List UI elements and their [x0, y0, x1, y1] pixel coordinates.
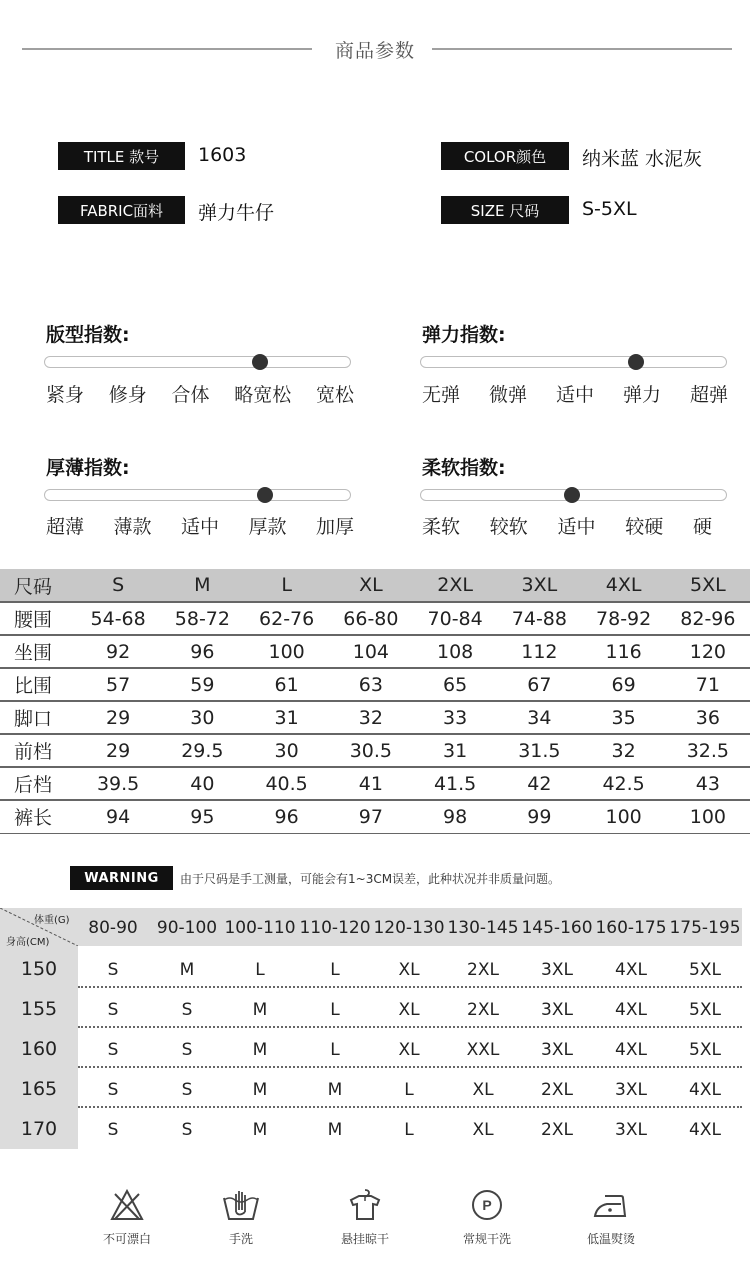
table-cell: 32.5: [666, 734, 750, 767]
size-cell: XL: [472, 1080, 494, 1100]
size-cell: XL: [398, 960, 420, 980]
weight-range: 110-120: [299, 918, 371, 938]
size-cell: 4XL: [689, 1080, 721, 1100]
height-value: 150: [20, 958, 58, 980]
row-divider: [78, 1026, 742, 1028]
table-cell: 98: [413, 800, 497, 833]
title-value: 1603: [198, 144, 247, 166]
softness-index-knob: [564, 487, 580, 503]
no-bleach-icon: [109, 1188, 145, 1222]
thickness-option: 厚款: [248, 516, 287, 538]
thickness-option: 适中: [180, 516, 219, 538]
size-cell: L: [330, 1040, 340, 1060]
size-cell: 3XL: [615, 1120, 647, 1140]
table-cell: 100: [666, 800, 750, 833]
table-cell: 82-96: [666, 602, 750, 635]
size-cell: S: [181, 1040, 193, 1060]
size-cell: S: [181, 1000, 193, 1020]
height-label: 身高(CM): [6, 937, 50, 948]
table-cell: 29: [76, 734, 160, 767]
table-cell: 100: [582, 800, 666, 833]
size-cell: 3XL: [541, 1040, 573, 1060]
row-label: 前档: [0, 734, 76, 767]
fit-option: 修身: [108, 384, 147, 406]
table-cell: 41.5: [413, 767, 497, 800]
table-cell: 66-80: [329, 602, 413, 635]
care-label: 低温熨烫: [586, 1232, 635, 1246]
size-cell: S: [181, 1120, 193, 1140]
title-tag: TITLE 款号: [58, 142, 185, 170]
table-cell: 74-88: [497, 602, 581, 635]
size-cell: XL: [398, 1000, 420, 1020]
row-label: 坐围: [0, 635, 76, 668]
table-cell: 112: [497, 635, 581, 668]
size-table-header: [0, 569, 750, 602]
care-dry-clean: [432, 1188, 542, 1247]
height-value: 160: [20, 1038, 58, 1060]
size-cell: S: [107, 960, 119, 980]
thickness-option: 超薄: [46, 516, 85, 538]
weight-range: 80-90: [88, 918, 138, 938]
table-cell: 96: [160, 635, 244, 668]
table-cell: 59: [160, 668, 244, 701]
table-cell: 30.5: [329, 734, 413, 767]
table-cell: 97: [329, 800, 413, 833]
header-cell: 4XL: [582, 569, 666, 602]
table-cell: 31: [413, 734, 497, 767]
care-hang-dry: [310, 1188, 420, 1247]
table-cell: 42.5: [582, 767, 666, 800]
header-line-right: [432, 48, 732, 50]
section-title: 商品参数: [334, 40, 415, 62]
size-cell: 3XL: [615, 1080, 647, 1100]
table-cell: 29: [76, 701, 160, 734]
elasticity-index-options: [422, 380, 728, 407]
softness-option: 较硬: [625, 516, 664, 538]
size-cell: 2XL: [541, 1080, 573, 1100]
table-row: [0, 767, 750, 800]
diagonal-header-cell: [0, 908, 78, 946]
header-cell: 3XL: [497, 569, 581, 602]
weight-range: 100-110: [224, 918, 296, 938]
header-cell: XL: [329, 569, 413, 602]
elasticity-option: 弹力: [622, 384, 661, 406]
weight-range: 130-145: [447, 918, 519, 938]
size-cell: L: [330, 960, 340, 980]
table-cell: 96: [245, 800, 329, 833]
size-cell: 4XL: [615, 960, 647, 980]
fit-index-options: [46, 380, 354, 407]
weight-range: 145-160: [521, 918, 593, 938]
table-cell: 104: [329, 635, 413, 668]
care-label: 手洗: [228, 1232, 253, 1246]
table-cell: 67: [497, 668, 581, 701]
table-cell: 100: [245, 635, 329, 668]
elasticity-index-track: [420, 356, 727, 368]
header-cell: M: [160, 569, 244, 602]
size-cell: S: [107, 1120, 119, 1140]
softness-index-track: [420, 489, 727, 501]
fit-option: 略宽松: [234, 384, 292, 406]
color-value: 纳米蓝 水泥灰: [582, 148, 703, 170]
table-cell: 116: [582, 635, 666, 668]
size-cell: 5XL: [689, 1000, 721, 1020]
table-cell: 31: [245, 701, 329, 734]
size-table: [0, 569, 750, 834]
weight-range: 175-195: [669, 918, 741, 938]
table-cell: 65: [413, 668, 497, 701]
row-divider: [78, 1066, 742, 1068]
size-cell: L: [404, 1120, 414, 1140]
table-cell: 30: [160, 701, 244, 734]
table-cell: 57: [76, 668, 160, 701]
thickness-index-title: 厚薄指数:: [46, 457, 130, 479]
table-cell: 32: [582, 734, 666, 767]
table-cell: 31.5: [497, 734, 581, 767]
row-label: 裤长: [0, 800, 76, 833]
height-value: 155: [20, 998, 58, 1020]
table-cell: 39.5: [76, 767, 160, 800]
size-cell: 5XL: [689, 1040, 721, 1060]
table-cell: 92: [76, 635, 160, 668]
size-cell: S: [107, 1000, 119, 1020]
size-cell: L: [255, 960, 265, 980]
warning-text: 由于尺码是手工测量，可能会有1~3CM误差，此种状况并非质量问题。: [180, 872, 561, 886]
hang-dry-icon: [347, 1188, 383, 1222]
table-cell: 78-92: [582, 602, 666, 635]
softness-index-title: 柔软指数:: [422, 457, 506, 479]
size-cell: M: [179, 960, 195, 980]
table-cell: 54-68: [76, 602, 160, 635]
table-cell: 32: [329, 701, 413, 734]
elasticity-option: 微弹: [488, 384, 527, 406]
table-cell: 63: [329, 668, 413, 701]
thickness-index-options: [46, 512, 354, 539]
row-label: 脚口: [0, 701, 76, 734]
care-label: 悬挂晾干: [340, 1232, 389, 1246]
table-cell: 40.5: [245, 767, 329, 800]
weight-range: 90-100: [156, 918, 218, 938]
elasticity-option: 超弹: [689, 384, 728, 406]
softness-option: 较软: [489, 516, 528, 538]
size-cell: L: [330, 1000, 340, 1020]
size-tag: SIZE 尺码: [441, 196, 569, 224]
header-cell: 5XL: [666, 569, 750, 602]
thickness-option: 薄款: [113, 516, 152, 538]
size-cell: M: [327, 1080, 343, 1100]
table-cell: 42: [497, 767, 581, 800]
elasticity-index-title: 弹力指数:: [422, 324, 506, 346]
warning-badge: WARNING: [70, 866, 173, 890]
table-row: [0, 668, 750, 701]
table-row: [0, 701, 750, 734]
size-cell: M: [252, 1000, 268, 1020]
table-cell: 71: [666, 668, 750, 701]
table-cell: 43: [666, 767, 750, 800]
table-row: [0, 734, 750, 767]
softness-index-options: [422, 512, 712, 539]
hand-wash-icon: [221, 1188, 261, 1222]
fabric-tag: FABRIC面料: [58, 196, 185, 224]
fit-index-title: 版型指数:: [46, 324, 130, 346]
table-cell: 33: [413, 701, 497, 734]
table-cell: 40: [160, 767, 244, 800]
header-cell: S: [76, 569, 160, 602]
table-cell: 108: [413, 635, 497, 668]
care-label: 常规干洗: [462, 1232, 511, 1246]
size-cell: S: [181, 1080, 193, 1100]
size-cell: M: [252, 1120, 268, 1140]
size-cell: M: [252, 1080, 268, 1100]
fit-option: 合体: [171, 384, 210, 406]
height-value: 165: [20, 1078, 58, 1100]
fit-index-knob: [252, 354, 268, 370]
table-cell: 30: [245, 734, 329, 767]
row-divider: [78, 986, 742, 988]
table-cell: 99: [497, 800, 581, 833]
thickness-index-knob: [257, 487, 273, 503]
table-cell: 41: [329, 767, 413, 800]
table-cell: 69: [582, 668, 666, 701]
size-cell: 2XL: [541, 1120, 573, 1140]
thickness-index-track: [44, 489, 351, 501]
size-cell: XL: [398, 1040, 420, 1060]
table-cell: 120: [666, 635, 750, 668]
size-cell: M: [327, 1120, 343, 1140]
dry-clean-icon: [470, 1188, 504, 1222]
size-recommend-table: [0, 908, 742, 1149]
size-cell: 4XL: [689, 1120, 721, 1140]
table-cell: 58-72: [160, 602, 244, 635]
elasticity-index-knob: [628, 354, 644, 370]
weight-range: 160-175: [595, 918, 667, 938]
care-hand-wash: [186, 1188, 296, 1247]
size-cell: 2XL: [467, 960, 499, 980]
table-row: [0, 800, 750, 833]
row-divider: [78, 1106, 742, 1108]
table-cell: 70-84: [413, 602, 497, 635]
softness-option: 硬: [692, 516, 712, 538]
size-value: S-5XL: [582, 198, 637, 220]
low-iron-icon: [591, 1188, 631, 1222]
size-cell: 3XL: [541, 960, 573, 980]
table-row: [0, 602, 750, 635]
table-cell: 61: [245, 668, 329, 701]
size-cell: XXL: [466, 1040, 500, 1060]
table-cell: 95: [160, 800, 244, 833]
table-cell: 29.5: [160, 734, 244, 767]
row-label: 腰围: [0, 602, 76, 635]
weight-label: 体重(G): [34, 915, 70, 926]
care-no-bleach: [72, 1188, 182, 1247]
size-cell: S: [107, 1080, 119, 1100]
table-cell: 94: [76, 800, 160, 833]
fit-index-track: [44, 356, 351, 368]
table-row: [0, 635, 750, 668]
care-low-iron: [556, 1188, 666, 1247]
row-label: 比围: [0, 668, 76, 701]
size-cell: 2XL: [467, 1000, 499, 1020]
size-cell: S: [107, 1040, 119, 1060]
size-cell: 3XL: [541, 1000, 573, 1020]
svg-text:P: P: [482, 1197, 492, 1213]
table-cell: 34: [497, 701, 581, 734]
elasticity-option: 适中: [555, 384, 594, 406]
table-cell: 62-76: [245, 602, 329, 635]
size-cell: XL: [472, 1120, 494, 1140]
elasticity-option: 无弹: [422, 384, 461, 406]
size-cell: 5XL: [689, 960, 721, 980]
size-cell: L: [404, 1080, 414, 1100]
care-label: 不可漂白: [102, 1232, 151, 1246]
size-cell: 4XL: [615, 1000, 647, 1020]
thickness-option: 加厚: [315, 516, 354, 538]
header-cell: 尺码: [0, 569, 76, 602]
header-cell: 2XL: [413, 569, 497, 602]
color-tag: COLOR颜色: [441, 142, 569, 170]
weight-range: 120-130: [373, 918, 445, 938]
size-cell: 4XL: [615, 1040, 647, 1060]
table-cell: 36: [666, 701, 750, 734]
size-cell: M: [252, 1040, 268, 1060]
table-cell: 35: [582, 701, 666, 734]
header-cell: L: [245, 569, 329, 602]
row-label: 后档: [0, 767, 76, 800]
softness-option: 柔软: [422, 516, 461, 538]
height-value: 170: [20, 1118, 58, 1140]
fit-option: 宽松: [315, 384, 354, 406]
fit-option: 紧身: [46, 384, 85, 406]
softness-option: 适中: [557, 516, 596, 538]
fabric-value: 弹力牛仔: [198, 202, 275, 224]
